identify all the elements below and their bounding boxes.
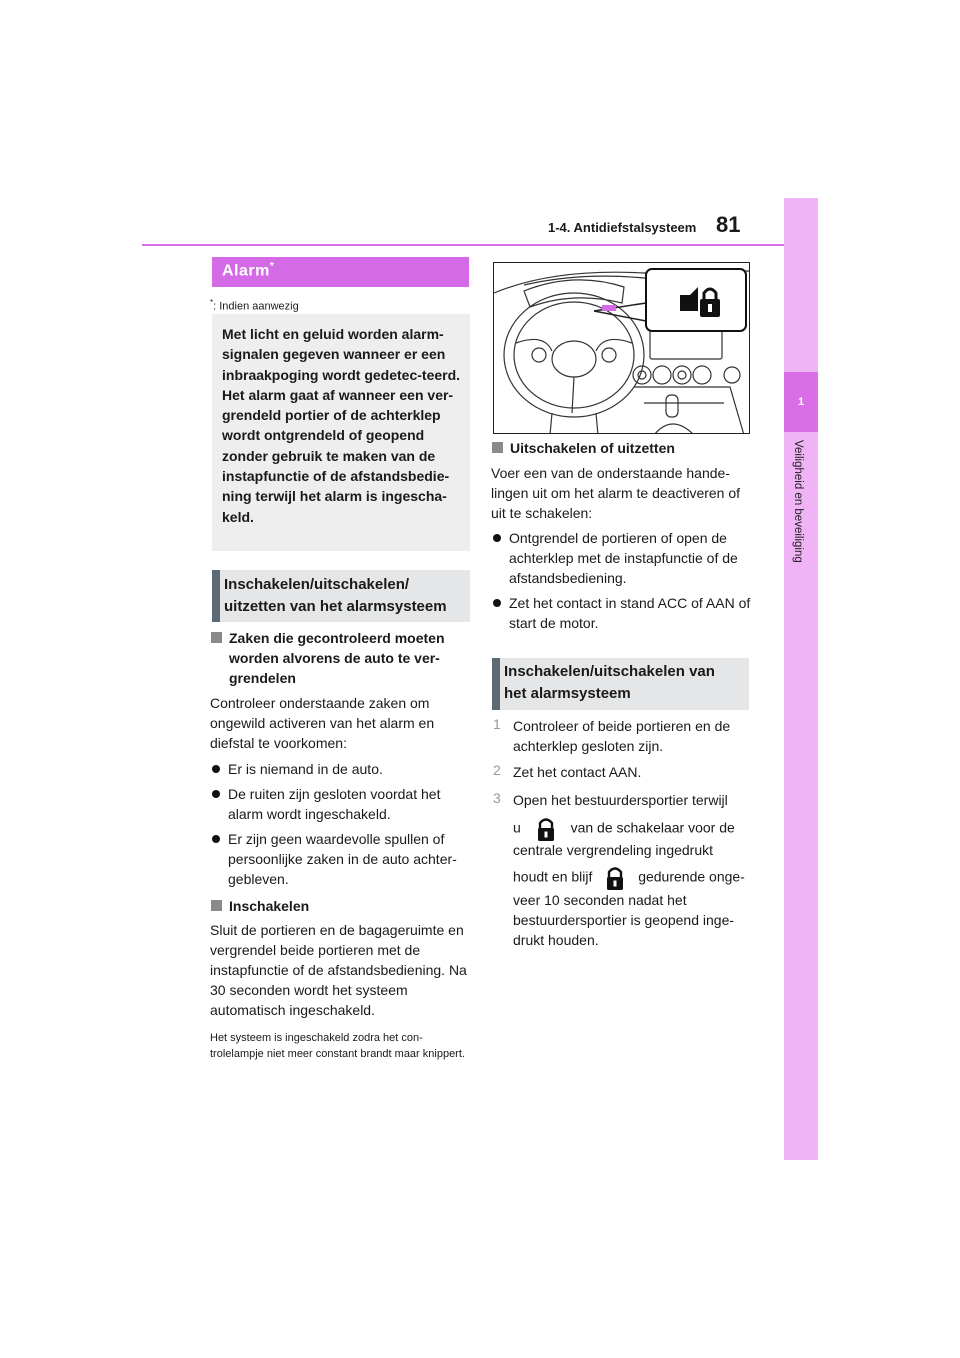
- check-intro: Controleer onderstaande zaken om ongewild activeren van het alarm en diefstal te voorkomen:: [210, 695, 435, 751]
- arm-note: Het systeem is ingeschakeld zodra het con-trolelampje niet meer constant brandt maar knippert.: [210, 1032, 465, 1060]
- square-bullet-icon: [211, 632, 222, 643]
- page-number: 81: [716, 212, 741, 237]
- square-bullet-icon: [211, 900, 222, 911]
- step-number: 1: [493, 716, 501, 732]
- dashboard-illustration: [493, 262, 750, 434]
- check-heading: Zaken die gecontroleerd moeten worden alvorens de auto te ver-grendelen: [229, 628, 469, 688]
- step-number: 2: [493, 762, 501, 778]
- step-text-line: houdt en blijf gedurende onge-: [513, 865, 751, 891]
- list-item: Er zijn geen waardevolle spullen of persoonlijke zaken in de auto achter-gebleven.: [228, 829, 470, 889]
- disarm-heading: Uitschakelen of uitzetten: [510, 438, 750, 458]
- side-tab: [784, 198, 818, 1160]
- alarm-title: Alarm*: [222, 261, 275, 280]
- side-tab-label: Veiligheid en beveiliging: [792, 440, 804, 563]
- bullet-icon: [493, 599, 501, 607]
- bullet-icon: [212, 765, 220, 773]
- section-heading-arm: Inschakelen/uitschakelen/ uitzetten van het alarmsysteem: [212, 570, 470, 622]
- step-text-line: u van de schakelaar voor de: [513, 816, 751, 842]
- side-tab-number: 1: [784, 372, 818, 432]
- list-item: De ruiten zijn gesloten voordat het alarm wordt ingeschakeld.: [228, 784, 470, 824]
- footnote: *: Indien aanwezig: [210, 298, 299, 313]
- door-lock-switch-icon: [602, 865, 628, 891]
- arm-heading: Inschakelen: [229, 896, 469, 916]
- arm-text: Sluit de portieren en de bagageruimte en vergrendel beide portieren met de instapfunctie of de afstandsbediening. Na 30 seconden wordt het systeem automatisch ingeschakeld.: [210, 922, 467, 1018]
- security-lock-icon: [676, 281, 724, 321]
- step-text: Zet het contact AAN.: [513, 764, 642, 780]
- alarm-info-box: [212, 314, 470, 551]
- bullet-icon: [493, 534, 501, 542]
- step-number: 3: [493, 790, 501, 806]
- list-item: Er is niemand in de auto.: [228, 759, 470, 779]
- chapter-title: 1-4. Antidiefstalsysteem: [548, 220, 697, 235]
- alarm-info-text: Met licht en geluid worden alarm-signalen gegeven wanneer er een inbraakpoging wordt gedetec-teerd. Het alarm gaat af wanneer een ver-grendeld portier of de achterklep wordt ontgrendeld of geopend zonder gebruik te maken van de instapfunctie of de afstandsbedie-ning terwijl het alarm is ingescha-keld.: [222, 326, 461, 525]
- list-item: Ontgrendel de portieren of open de achterklep met de instapfunctie of de afstandsbediening.: [509, 528, 751, 588]
- header-rule: [142, 244, 784, 246]
- list-item: Zet het contact in stand ACC of AAN of start de motor.: [509, 593, 751, 633]
- section-heading-steps: Inschakelen/uitschakelen van het alarmsysteem: [492, 658, 749, 710]
- door-lock-switch-icon: [533, 816, 559, 842]
- bullet-icon: [212, 835, 220, 843]
- bullet-icon: [212, 790, 220, 798]
- step-text-line: Open het bestuurdersportier terwijl: [513, 792, 728, 808]
- disarm-intro: Voer een van de onderstaande hande-lingen uit om het alarm te deactiveren of uit te schakelen:: [491, 465, 741, 521]
- step-text: Controleer of beide portieren en de achterklep gesloten zijn.: [513, 718, 731, 754]
- alarm-title-bar: [212, 257, 469, 287]
- step-text-line: veer 10 seconden nadat het bestuurdersportier is geopend inge-drukt houden.: [513, 892, 735, 948]
- step-text-line: centrale vergrendeling ingedrukt: [513, 842, 714, 858]
- square-bullet-icon: [492, 442, 503, 453]
